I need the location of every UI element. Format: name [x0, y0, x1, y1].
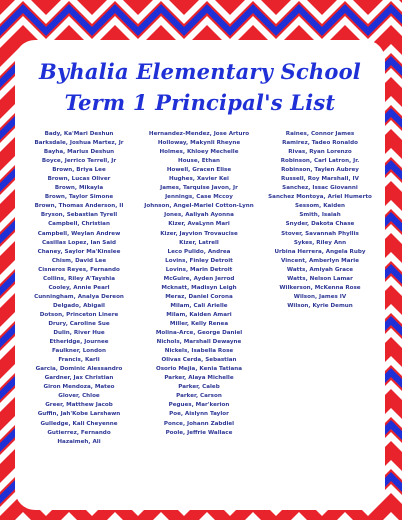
student-name: Mcknatt, Madisyn Leigh — [161, 284, 237, 291]
student-name: Smith, Isaiah — [299, 212, 341, 219]
student-name: Brown, Briya Lee — [52, 167, 106, 174]
student-name: Parker, Carson — [176, 393, 222, 400]
student-name: Brown, Mikayla — [54, 185, 104, 192]
student-name: Bayha, Marius Deshun — [43, 149, 115, 156]
student-name: Holloway, Makynli Rheyne — [157, 140, 241, 147]
student-name: Stover, Savannah Phyllis — [281, 230, 359, 237]
student-name: Lovins, Finley Detroit — [165, 257, 233, 264]
student-name: Sanchez Montoya, Ariel Humerto — [268, 194, 372, 201]
student-name: Nickels, Isabella Rose — [164, 348, 234, 355]
student-name: Kizer, Jayvion Trovaucise — [160, 230, 238, 237]
student-name: Cunningham, Analya Dereon — [34, 293, 124, 300]
student-name: Greer, Matthew Jacob — [45, 402, 113, 409]
student-name: Robinson, Taylen Aubrey — [281, 167, 359, 174]
student-name: Raines, Connor James — [285, 131, 355, 137]
student-name: Milam, Cali Arielle — [170, 302, 228, 309]
student-name: Dulin, River Hue — [53, 330, 105, 337]
student-name: Sykes, Riley Ann — [293, 239, 347, 246]
student-name: Olivas Cerda, Sebastian — [161, 357, 237, 364]
names-column-1 — [15, 130, 143, 447]
student-name: Brown, Lucas Oliver — [47, 176, 111, 183]
student-name: Bady, Ka'Mari Deshun — [44, 131, 114, 137]
student-name: Urbina Herrera, Angela Ruby — [274, 248, 366, 255]
student-name: McGuire, Ayden Jerrod — [163, 275, 235, 282]
student-name: Parker, Alaya Michelle — [164, 375, 234, 382]
student-name: Jones, Aaliyah Ayonna — [164, 212, 234, 219]
student-name: Ponce, Johann Zabdiel — [163, 420, 235, 427]
student-name: Rivas, Ryan Lorenzo — [288, 149, 352, 156]
school-name: Byhalia Elementary School — [39, 59, 361, 84]
student-name: Casillas Lopez, Ian Said — [41, 239, 117, 246]
student-name: Chaney, Saylor Ma'Kinslee — [37, 248, 121, 255]
student-name: Ramirez, Tadeo Ronaldo — [282, 140, 358, 147]
student-name: Miller, Kelly Renea — [169, 320, 229, 327]
student-name: Gulledge, Kali Cheyenne — [40, 420, 118, 427]
student-name: Brown, Taylor Simone — [44, 194, 114, 201]
student-name: Howell, Gracen Elise — [166, 167, 232, 174]
student-name: Boyce, Jerrico Terrell, Jr — [41, 158, 117, 165]
names-column-2 — [133, 130, 265, 438]
student-name: Cisneros Reyes, Fernando — [38, 266, 120, 273]
student-name: Hernandez-Mendez, Jose Arturo — [148, 131, 250, 137]
student-name: Cooley, Annie Pearl — [48, 284, 110, 291]
student-name: Garcia, Dominic Alessandro — [35, 366, 123, 373]
student-name: Leco Pulido, Andrea — [167, 248, 231, 255]
student-name: Poe, Aislynn Taylor — [169, 411, 229, 418]
student-name: Delgado, Abigail — [53, 302, 105, 309]
student-name: Snyder, Dakota Chase — [285, 221, 355, 228]
list-title: Term 1 Principal's List — [64, 90, 336, 115]
student-name: Jennings, Case Mccoy — [165, 194, 233, 201]
student-name: Meraz, Daniel Corona — [165, 293, 233, 300]
student-name: Collins, Riley A'Tayshia — [42, 275, 115, 282]
student-name: Osorio Mejia, Kenia Tatiana — [155, 366, 243, 373]
student-name: Dotson, Princeton Linere — [39, 311, 119, 318]
student-name: Wilkerson, McKenna Rose — [279, 284, 361, 291]
principals-list-card — [15, 40, 385, 510]
student-name: Nichols, Marshall Dewayne — [156, 339, 242, 346]
student-name: Chism, David Lee — [51, 257, 107, 264]
student-name: Sessom, Kaiden — [294, 203, 346, 210]
student-name: Brown, Thomas Anderson, II — [34, 203, 124, 210]
student-name: Kizer, Latrell — [179, 239, 219, 246]
student-name: Drury, Caroline Sue — [48, 320, 110, 327]
student-name: James, Tarquise Javon, Jr — [160, 185, 238, 192]
student-name: Poole, Jeffrie Wallace — [165, 429, 233, 436]
student-name: Campbell, Christian — [48, 221, 110, 228]
student-name: Hazaimeh, Ali — [57, 438, 101, 445]
student-name: Lovins, Marin Detroit — [165, 266, 233, 273]
student-name: Francis, Karli — [58, 357, 100, 364]
student-name: Watts, Nelson Lamar — [287, 275, 353, 282]
student-name: Bryson, Sebastian Tyrell — [40, 212, 118, 219]
student-name: House, Ethan — [178, 158, 220, 165]
student-name: Pegues, Mar'kerion — [168, 402, 230, 409]
names-column-3 — [259, 130, 381, 311]
student-name: Milam, Kaiden Amari — [166, 311, 232, 318]
student-name: Holmes, Khloey Mechelle — [159, 149, 239, 156]
student-name: Watts, Amiyah Grace — [286, 266, 354, 273]
student-name: Russell, Roy Marshall, IV — [281, 176, 359, 183]
student-name: Campbell, Weylan Andrew — [37, 230, 121, 237]
student-name: Faulkner, London — [52, 348, 106, 355]
student-name: Wilson, Kyrie Demun — [287, 302, 353, 309]
student-name: Kizer, AvaLynn Mari — [168, 221, 230, 228]
student-name: Sanchez, Issac Giovanni — [282, 185, 358, 192]
student-name: Vincent, Amberlyn Marie — [281, 257, 359, 264]
student-name: Hughes, Xavier Kei — [169, 176, 229, 183]
student-name: Wilson, James IV — [293, 293, 347, 300]
student-name: Gutierrez, Fernando — [47, 429, 111, 436]
student-name: Molina-Arce, George Daniel — [155, 330, 243, 337]
student-name: Parker, Caleb — [178, 384, 220, 391]
student-name: Robinson, Carl Latron, Jr. — [280, 158, 360, 165]
student-name: Gardner, Jax Christian — [44, 375, 114, 382]
student-name: Etheridge, Journee — [49, 339, 109, 346]
student-name: Johnson, Angel-Mariel Cotton-Lynn — [144, 203, 254, 210]
student-name: Glover, Chloe — [58, 393, 100, 400]
student-name: Giron Mendoza, Mateo — [43, 384, 115, 391]
student-name: Barksdale, Joshua Martez, Jr — [34, 140, 124, 147]
student-name: Guffin, Jah'Kobe Larshawn — [37, 411, 121, 418]
